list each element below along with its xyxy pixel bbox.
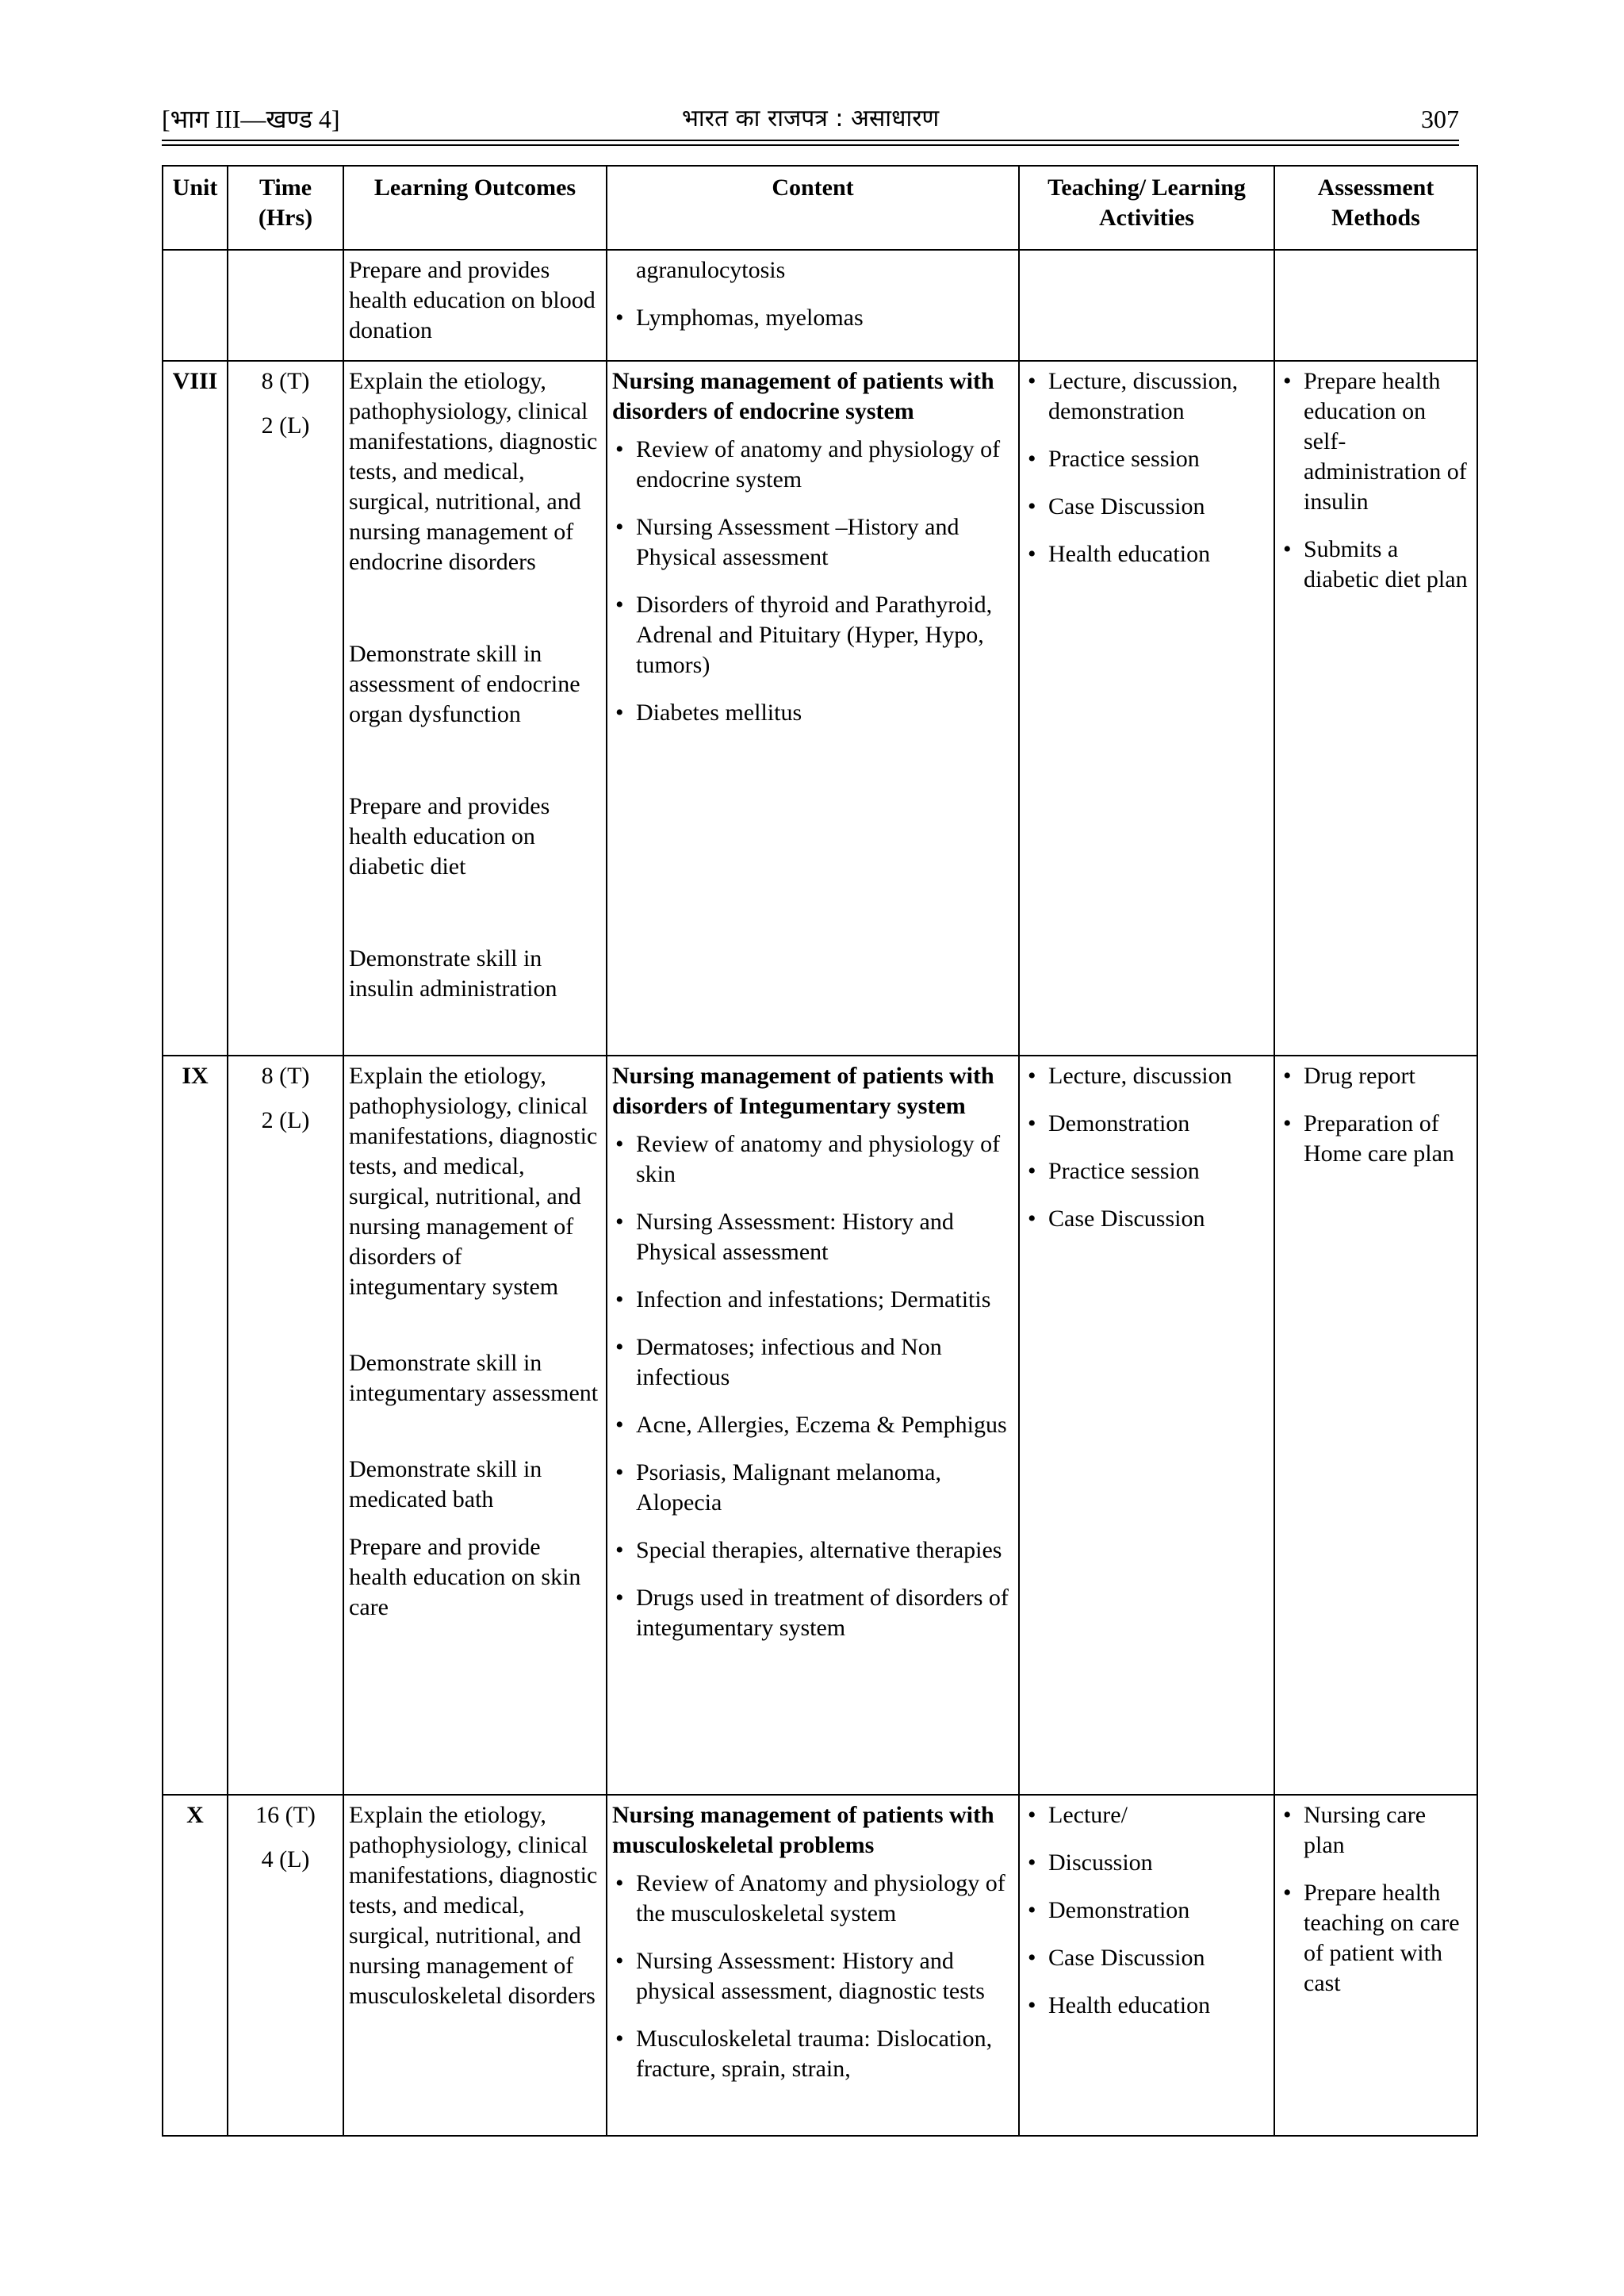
time-lab: 2 (L) xyxy=(261,412,310,439)
content-item: • Musculoskeletal trauma: Dislocation, fracture, sprain, strain, xyxy=(612,2024,1013,2084)
content-item: • Special therapies, alternative therapies xyxy=(612,1535,1013,1566)
content-item: • Lymphomas, myelomas xyxy=(612,303,1013,333)
content-item: • Drugs used in treatment of disorders of integumentary system xyxy=(612,1583,1013,1643)
assessment-cell xyxy=(1274,361,1477,1056)
content-item: • Acne, Allergies, Eczema & Pemphigus xyxy=(612,1410,1013,1440)
content-item: • Diabetes mellitus xyxy=(612,698,1013,728)
activity-item: • Lecture, discussion, demonstration xyxy=(1025,366,1269,427)
activities-cell xyxy=(1019,361,1274,1056)
unit-cell: IX xyxy=(163,1056,228,1795)
table-row xyxy=(163,1056,1477,1795)
header-time: Time (Hrs) xyxy=(228,166,343,250)
activities-cell xyxy=(1019,1056,1274,1795)
time-cell xyxy=(228,361,343,1056)
time-theory: 16 (T) xyxy=(255,1802,316,1828)
outcome-text: Explain the etiology, pathophysiology, clinical manifestations, diagnostic tests, and medical, surgical, nutritional, and nursing management of musculoskeletal disorders xyxy=(349,1802,598,2009)
content-title: Nursing management of patients with disorders of Integumentary system xyxy=(612,1063,994,1119)
activity-item: • Case Discussion xyxy=(1025,1204,1269,1234)
outcome-text: Prepare and provides health education on diabetic diet xyxy=(349,793,550,880)
content-item: • Review of anatomy and physiology of endocrine system xyxy=(612,435,1013,495)
syllabus-table xyxy=(162,165,1478,2137)
header-unit: Unit xyxy=(163,166,228,250)
time-cell xyxy=(228,250,343,361)
content-title: Nursing management of patients with musculoskeletal problems xyxy=(612,1802,994,1858)
content-item: • Review of anatomy and physiology of skin xyxy=(612,1129,1013,1190)
header-content: Content xyxy=(607,166,1019,250)
table-header-row xyxy=(163,166,1477,250)
outcome-text: Prepare and provides health education on blood donation xyxy=(349,257,596,343)
header-section: [भाग III—खण्ड 4] xyxy=(162,105,340,133)
activity-item: • Health education xyxy=(1025,1991,1269,2021)
time-cell xyxy=(228,1795,343,2136)
time-lab: 2 (L) xyxy=(261,1107,310,1133)
time-lab: 4 (L) xyxy=(261,1846,310,1872)
outcome-text: Prepare and provide health education on skin care xyxy=(349,1534,581,1620)
content-item: • Dermatoses; infectious and Non infectious xyxy=(612,1332,1013,1393)
assessment-item: • Prepare health teaching on care of patient with cast xyxy=(1280,1878,1472,1999)
content-continued: agranulocytosis xyxy=(636,257,786,283)
table-row xyxy=(163,1795,1477,2136)
activity-item: • Health education xyxy=(1025,539,1269,569)
table-row xyxy=(163,250,1477,361)
time-theory: 8 (T) xyxy=(261,368,310,394)
page-number: 307 xyxy=(1421,105,1459,133)
table-row xyxy=(163,361,1477,1056)
outcomes-cell xyxy=(343,361,607,1056)
activity-item: • Practice session xyxy=(1025,444,1269,474)
unit-cell xyxy=(163,250,228,361)
outcomes-cell xyxy=(343,1056,607,1795)
content-item: • Nursing Assessment –History and Physical assessment xyxy=(612,512,1013,573)
activity-item: • Discussion xyxy=(1025,1848,1269,1878)
activities-cell xyxy=(1019,1795,1274,2136)
activity-item: • Practice session xyxy=(1025,1156,1269,1186)
assessment-item: • Submits a diabetic diet plan xyxy=(1280,535,1472,595)
content-item: • Nursing Assessment: History and Physical assessment xyxy=(612,1207,1013,1267)
assessment-item: • Nursing care plan xyxy=(1280,1800,1472,1861)
activity-item: • Case Discussion xyxy=(1025,1943,1269,1973)
outcome-text: Explain the etiology, pathophysiology, clinical manifestations, diagnostic tests, and medical, surgical, nutritional, and nursing management of endocrine disorders xyxy=(349,368,598,575)
content-title: Nursing management of patients with disorders of endocrine system xyxy=(612,368,994,424)
activity-item: • Lecture, discussion xyxy=(1025,1061,1269,1091)
assessment-item: • Preparation of Home care plan xyxy=(1280,1109,1472,1169)
outcomes-cell xyxy=(343,250,607,361)
content-cell xyxy=(607,1056,1019,1795)
outcome-text: Explain the etiology, pathophysiology, clinical manifestations, diagnostic tests, and medical, surgical, nutritional, and nursing management of disorders of integumentary system xyxy=(349,1063,598,1300)
header-assessment: Assessment Methods xyxy=(1274,166,1477,250)
activities-cell xyxy=(1019,250,1274,361)
assessment-cell xyxy=(1274,1056,1477,1795)
activity-item: • Demonstration xyxy=(1025,1895,1269,1926)
time-cell xyxy=(228,1056,343,1795)
content-item: • Review of Anatomy and physiology of the musculoskeletal system xyxy=(612,1869,1013,1929)
assessment-cell xyxy=(1274,1795,1477,2136)
header-rule xyxy=(162,140,1459,141)
assessment-item: • Drug report xyxy=(1280,1061,1472,1091)
content-item: • Nursing Assessment: History and physical assessment, diagnostic tests xyxy=(612,1946,1013,2007)
header-learning-outcomes: Learning Outcomes xyxy=(343,166,607,250)
time-theory: 8 (T) xyxy=(261,1063,310,1089)
outcomes-cell xyxy=(343,1795,607,2136)
content-cell xyxy=(607,1795,1019,2136)
content-item: • Psoriasis, Malignant melanoma, Alopecia xyxy=(612,1458,1013,1518)
header-gazette-title: भारत का राजपत्र : असाधारण xyxy=(681,105,940,132)
assessment-cell xyxy=(1274,250,1477,361)
outcome-text: Demonstrate skill in insulin administration xyxy=(349,945,557,1002)
activity-item: • Demonstration xyxy=(1025,1109,1269,1139)
activity-item: • Case Discussion xyxy=(1025,492,1269,522)
assessment-item: • Prepare health education on self-administration of insulin xyxy=(1280,366,1472,517)
content-item: • Disorders of thyroid and Parathyroid, Adrenal and Pituitary (Hyper, Hypo, tumors) xyxy=(612,590,1013,680)
activity-item: • Lecture/ xyxy=(1025,1800,1269,1830)
content-item: • Infection and infestations; Dermatitis xyxy=(612,1285,1013,1315)
content-cell xyxy=(607,250,1019,361)
unit-cell: VIII xyxy=(163,361,228,1056)
outcome-text: Demonstrate skill in integumentary assessment xyxy=(349,1350,599,1406)
page-header xyxy=(162,102,1459,136)
header-activities: Teaching/ Learning Activities xyxy=(1019,166,1274,250)
outcome-text: Demonstrate skill in assessment of endocrine organ dysfunction xyxy=(349,641,580,727)
unit-cell: X xyxy=(163,1795,228,2136)
header-rule xyxy=(162,144,1459,146)
outcome-text: Demonstrate skill in medicated bath xyxy=(349,1456,542,1512)
content-cell xyxy=(607,361,1019,1056)
